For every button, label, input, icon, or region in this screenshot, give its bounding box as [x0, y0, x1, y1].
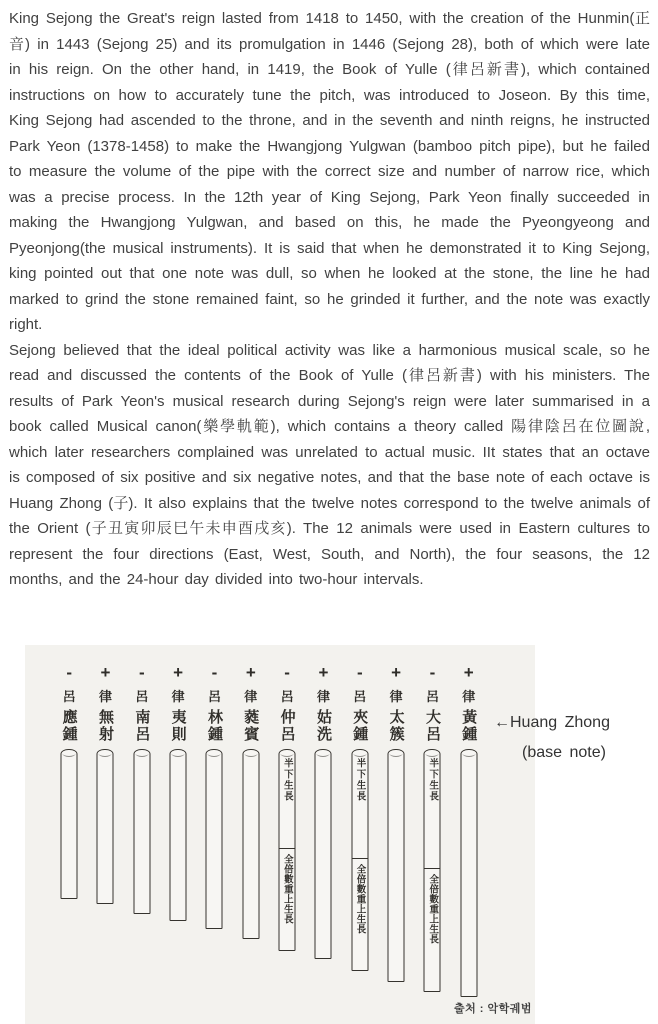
pipe-bar — [279, 749, 296, 951]
pipe-cap-icon — [462, 750, 475, 757]
yin-yang-sign: + — [463, 663, 474, 682]
pipe-column — [160, 645, 196, 1024]
category-char: 律 — [389, 689, 403, 704]
note-name: 黃鍾 — [460, 709, 478, 743]
category-char: 律 — [462, 689, 476, 704]
pipe-column — [269, 645, 305, 1024]
yin-yang-sign: + — [318, 663, 329, 682]
yin-yang-sign: - — [211, 663, 218, 682]
yin-yang-sign: + — [173, 663, 184, 682]
yin-yang-sign: - — [284, 663, 290, 682]
pipe-column — [342, 645, 378, 1024]
paragraph-1: King Sejong the Great's reign lasted from 1418 to 1450, with the creation of the Hunmin(正音) in 1443 (Sejong 25) and its promulgation in 1446 (Sejong 28), both of which were late in his reign. On the other hand, in 1419, the Book of Yulle (律呂新書), which contained instructions on how to accurately tune the pitch, was introduced to Joseon. By this time, King Sejong had ascended to the throne, and in the seventh and ninth reigns, he instructed Park Yeon (1378-1458) to make the Hwangjong Yulgwan (bamboo pitch pipe), but he failed to measure the volume of the pipe with the correct size and number of narrow rice, which was a precise process. In the 12th year of King Sejong, Park Yeon finally succeeded in making the Hwangjong Yulgwan, and based on this, he made the Pyeongyeong and Pyeonjong(the musical instruments). It is said that when he demonstrated it to King Sejong, king pointed out that one note was dull, so when he looked at the stone, the line he had marked to grind the stone remained faint, so he grinded it further, and the note was exactly right. — [9, 10, 650, 333]
pipe-cap-icon — [63, 750, 76, 757]
pipe-inner-labels — [352, 750, 367, 970]
pipe-bar — [388, 749, 405, 982]
note-name: 仲呂 — [278, 709, 296, 743]
pipe-divider — [424, 868, 441, 869]
category-char: 呂 — [280, 689, 294, 704]
huang-zhong-annotation — [494, 712, 610, 764]
category-char: 呂 — [62, 689, 76, 704]
category-char: 律 — [244, 689, 258, 704]
note-name: 太簇 — [387, 709, 405, 743]
yin-yang-sign: - — [138, 663, 145, 682]
note-name: 無射 — [96, 709, 114, 743]
pipe-bar — [133, 749, 150, 914]
annotation-line-1: ←Huang Zhong — [494, 714, 610, 731]
pipe-column — [196, 645, 232, 1024]
figure-source-caption: 출처 : 악학궤범 — [453, 1003, 532, 1015]
pipe-column — [414, 645, 450, 1024]
yin-yang-sign: + — [100, 663, 111, 682]
paragraph-2: Sejong believed that the ideal political activity was like a harmonious musical scale, so he read and discussed the contents of the Book of Yulle (律呂新書) with his ministers. The results of Park Yeon's musical research during Sejong's reign were later summarised in a book called Musical canon(樂學軌範), which contains a theory called 陽律陰呂在位圖說, which later researchers complained was unrelated to actual music. IIt states that an octave is composed of six positive and six negative notes, and that the base note of each octave is Huang Zhong (子). It also explains that the twelve notes correspond to the twelve animals of the Orient (子丑寅卯辰巳午未申酉戌亥). The 12 animals were used in Eastern cultures to represent the four directions (East, West, South, and North), the four seasons, the 12 months, and the 24-hour day divided into two-hour intervals. — [9, 341, 650, 588]
note-name: 夾鍾 — [351, 709, 369, 743]
yin-yang-sign: - — [356, 663, 363, 682]
pipe-column — [124, 645, 160, 1024]
annotation-line-2: (base note) — [522, 744, 606, 761]
pipe-cap-icon — [208, 750, 221, 757]
note-name: 姑洗 — [314, 709, 332, 743]
category-char: 律 — [171, 689, 185, 704]
category-char: 呂 — [353, 689, 367, 704]
pipe-column — [233, 645, 269, 1024]
note-name: 大呂 — [423, 709, 441, 743]
note-name: 蕤賓 — [242, 709, 260, 743]
category-char: 律 — [316, 689, 330, 704]
pipe-divider — [351, 858, 368, 859]
yin-yang-sign: - — [429, 663, 436, 682]
note-name: 林鍾 — [205, 709, 223, 743]
pipe-bar — [206, 749, 223, 929]
pipe-bar — [170, 749, 187, 921]
yin-yang-sign: + — [245, 663, 256, 682]
yin-yang-sign: + — [391, 663, 402, 682]
pitch-pipe-figure — [25, 645, 535, 1024]
pipe-column — [87, 645, 123, 1024]
category-char: 呂 — [207, 689, 221, 704]
pipe-inner-labels — [425, 750, 440, 991]
pipe-bar — [351, 749, 368, 971]
pipe-columns — [51, 645, 487, 1024]
pipe-inner-label-bottom: 全倍數重上生長 — [427, 874, 439, 945]
article-text — [9, 6, 650, 593]
category-char: 呂 — [135, 689, 149, 704]
pipe-cap-icon — [135, 750, 148, 757]
pipe-column — [378, 645, 414, 1024]
pipe-bar — [460, 749, 477, 997]
pipe-cap-icon — [317, 750, 330, 757]
yin-yang-sign: - — [66, 663, 72, 682]
pipe-inner-label-bottom: 全倍數重上生長 — [354, 863, 366, 934]
pipe-inner-labels — [280, 750, 295, 950]
category-char: 呂 — [425, 689, 439, 704]
note-name: 應鍾 — [60, 709, 78, 743]
pipe-cap-icon — [244, 750, 257, 757]
pipe-bar — [61, 749, 78, 899]
pipe-inner-label-top: 半下生長 — [281, 758, 293, 802]
pipe-inner-label-top: 半下生長 — [427, 758, 439, 802]
pipe-cap-icon — [172, 750, 185, 757]
pipe-column — [451, 645, 487, 1024]
pipe-bar — [97, 749, 114, 904]
note-name: 夷則 — [169, 709, 187, 743]
pipe-inner-label-top: 半下生長 — [354, 758, 366, 802]
note-name: 南呂 — [133, 709, 151, 743]
pipe-cap-icon — [99, 750, 112, 757]
pipe-divider — [279, 848, 296, 849]
pipe-cap-icon — [390, 750, 403, 757]
pipe-inner-label-bottom: 全倍數重上生長 — [281, 854, 293, 924]
pipe-column — [51, 645, 87, 1024]
pipe-column — [305, 645, 341, 1024]
pipe-bar — [424, 749, 441, 992]
pipe-bar — [315, 749, 332, 959]
category-char: 律 — [98, 689, 112, 704]
pipe-bar — [242, 749, 259, 939]
